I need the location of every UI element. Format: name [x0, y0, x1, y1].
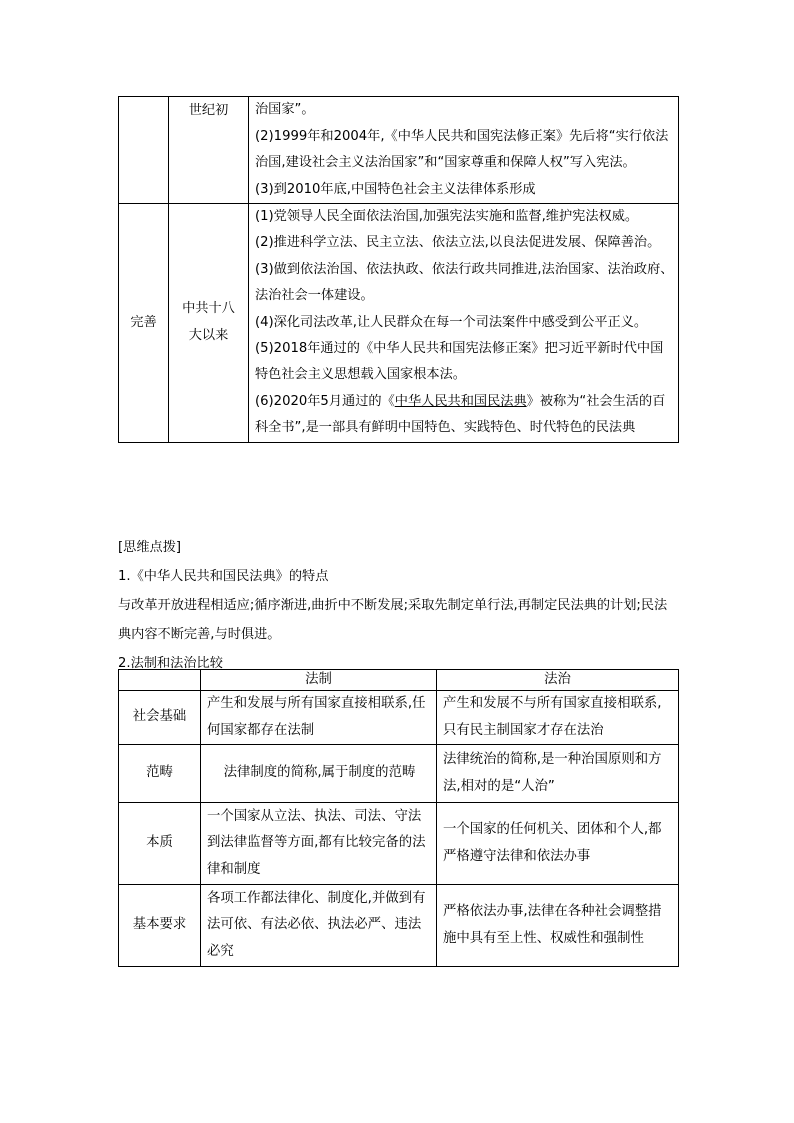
table-row — [119, 803, 679, 885]
fazhi-system-cell: 产生和发展与所有国家直接相联系,任何国家都存在法制 — [201, 691, 437, 745]
row-label: 基本要求 — [119, 885, 201, 967]
period-cell: 中共十八大以来 — [169, 204, 249, 443]
content-item: (2)推进科学立法、民主立法、依法立法,以良法促进发展、保障善治。 — [255, 235, 661, 251]
point-body: 与改革开放进程相适应;循序渐进,曲折中不断发展;采取先制定单行法,再制定民法典的计划;民法典内容不断完善,与时俱进。 — [118, 598, 668, 642]
content-item: (5)2018年通过的《中华人民共和国宪法修正案》把习近平新时代中国特色社会主义思想载入国家根本法。 — [255, 341, 664, 383]
row-label: 范畴 — [119, 745, 201, 803]
table-header-row — [119, 670, 679, 691]
fazhi-rule-cell: 法律统治的简称,是一种治国原则和方法,相对的是“人治” — [437, 745, 679, 803]
point-title: 2.法制和法治比较 — [118, 656, 223, 671]
period-cell: 世纪初 — [169, 97, 249, 204]
column-header: 法治 — [437, 670, 679, 691]
comparison-table — [118, 669, 679, 967]
content-cell — [249, 204, 679, 443]
stage-cell — [119, 97, 169, 204]
thinking-section — [118, 533, 678, 678]
fazhi-system-cell: 一个国家从立法、执法、司法、守法到法律监督等方面,都有比较完备的法律和制度 — [201, 803, 437, 885]
table-row — [119, 745, 679, 803]
fazhi-system-cell: 法律制度的简称,属于制度的范畴 — [201, 745, 437, 803]
table-row — [119, 97, 679, 204]
item-suffix: 》被称为“社会生活的百科全书”,是一部具有鲜明中国特色、实践特色、时代特色的民法典 — [255, 393, 666, 436]
point-title: 1.《中华人民共和国民法典》的特点 — [118, 569, 329, 584]
item-prefix: (6)2020年5月通过的《 — [255, 393, 395, 409]
content-cell — [249, 97, 679, 204]
row-label: 社会基础 — [119, 691, 201, 745]
table-row — [119, 204, 679, 443]
fazhi-rule-cell: 产生和发展不与所有国家直接相联系,只有民主制国家才存在法治 — [437, 691, 679, 745]
content-item: 治国家”。 — [255, 102, 315, 117]
stage-cell: 完善 — [119, 204, 169, 443]
content-item: (1)党领导人民全面依法治国,加强宪法实施和监督,维护宪法权威。 — [255, 209, 639, 224]
content-item: (4)深化司法改革,让人民群众在每一个司法案件中感受到公平正义。 — [255, 314, 648, 330]
table-row — [119, 691, 679, 745]
fazhi-rule-cell: 一个国家的任何机关、团体和个人,都严格遵守法律和依法办事 — [437, 803, 679, 885]
content-item — [255, 389, 674, 442]
civil-code-title: 中华人民共和国民法典 — [394, 393, 527, 409]
column-header — [119, 670, 201, 691]
column-header: 法制 — [201, 670, 437, 691]
content-item: (3)到2010年底,中国特色社会主义法律体系形成 — [255, 181, 536, 197]
section-heading: [思维点拨] — [118, 540, 182, 555]
fazhi-rule-cell: 严格依法办事,法律在各种社会调整措施中具有至上性、权威性和强制性 — [437, 885, 679, 967]
fazhi-system-cell: 各项工作都法律化、制度化,并做到有法可依、有法必依、执法必严、违法必究 — [201, 885, 437, 967]
legal-development-table — [118, 96, 679, 443]
row-label: 本质 — [119, 803, 201, 885]
content-item: (3)做到依法治国、依法执政、依法行政共同推进,法治国家、法治政府、法治社会一体建设。 — [255, 261, 674, 304]
table-row — [119, 885, 679, 967]
content-item: (2)1999年和2004年,《中华人民共和国宪法修正案》先后将“实行依法治国,建设社会主义法治国家”和“国家尊重和保障人权”写入宪法。 — [255, 128, 669, 170]
